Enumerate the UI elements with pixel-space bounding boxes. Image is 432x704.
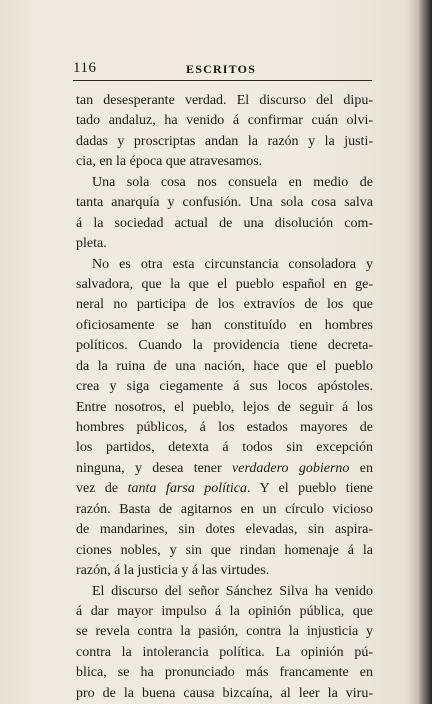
- header-rule: [73, 80, 372, 81]
- text-run: políticos. Cuando la providencia tiene decreta-: [76, 338, 373, 354]
- body-text: [76, 91, 373, 704]
- text-run: da la ruina de una nación, hace que el pueblo: [76, 358, 373, 374]
- text-run: los partidos, detexta á todos sin excepción: [76, 440, 373, 456]
- text-line: [76, 193, 373, 213]
- text-line: [76, 275, 373, 295]
- text-run: cia, en la época que atravesamos.: [76, 154, 263, 170]
- text-line: [76, 336, 373, 356]
- text-run: pleta.: [76, 236, 107, 252]
- text-line: [76, 643, 373, 663]
- text-line: [76, 459, 373, 479]
- text-line: [76, 132, 373, 152]
- italic-phrase: tanta farsa política: [127, 481, 247, 497]
- text-line: [76, 622, 373, 642]
- text-run: en: [349, 460, 373, 476]
- text-run: salvadora, que la que el pueblo español en ge-: [76, 276, 373, 292]
- text-line: [76, 541, 373, 561]
- text-run: oficiosamente se han constituído en hombres: [76, 317, 373, 333]
- text-line: [76, 663, 373, 683]
- text-line: [76, 418, 373, 438]
- page-edge-shadow: [418, 0, 432, 704]
- text-run: de mandarines, sin dotes elevadas, sin aspira-: [76, 522, 373, 538]
- text-line: [76, 357, 373, 377]
- text-run: razón, á la justicia y á las virtudes.: [76, 563, 270, 579]
- text-line: [76, 520, 373, 540]
- text-line: [76, 561, 373, 581]
- text-run: vez de: [76, 481, 128, 497]
- text-line: [76, 152, 373, 172]
- text-line: [76, 602, 373, 622]
- text-run: tado andaluz, ha venido á confirmar cuán olvi-: [76, 113, 373, 129]
- text-line: [76, 316, 373, 336]
- text-run: ninguna, y desea tener: [76, 460, 233, 476]
- text-run: . Y el pueblo tiene: [247, 481, 373, 497]
- page-number: 116: [73, 60, 97, 76]
- text-run: tan desesperante verdad. El discurso del dipu-: [76, 93, 373, 108]
- page-header: [73, 60, 373, 80]
- text-line: [76, 500, 373, 520]
- text-line: [76, 111, 373, 131]
- text-line: [76, 582, 373, 602]
- text-run: contra la intolerancia política. La opinión pú-: [76, 644, 373, 660]
- text-run: neral no participa de los extravíos de los que: [76, 297, 373, 313]
- text-line: [76, 234, 373, 254]
- text-run: á la sociedad actual de una disolución com-: [76, 215, 373, 231]
- text-line: [76, 438, 373, 458]
- text-run: Una sola cosa nos consuela en medio de: [92, 174, 373, 190]
- text-run: á dar mayor impulso á la opinión pública, que: [76, 603, 373, 619]
- text-run: se revela contra la pasión, contra la injusticia y: [76, 624, 373, 640]
- text-run: ciones nobles, y sin que rindan homenaje á la: [76, 542, 373, 558]
- text-line: [76, 398, 373, 418]
- text-run: razón. Basta de agitarnos en un círculo vicioso: [76, 501, 373, 517]
- italic-phrase: verdadero gobierno: [232, 460, 350, 476]
- text-run: hombres públicos, á los estados mayores de: [76, 420, 373, 435]
- text-run: blica, se ha pronunciado más francamente en: [76, 665, 373, 681]
- text-line: [76, 173, 373, 193]
- text-line: [76, 255, 373, 275]
- text-line: [76, 214, 373, 234]
- text-line: [76, 684, 373, 704]
- text-line: [76, 377, 373, 397]
- text-run: crea y siga ciegamente á sus locos apóstoles.: [76, 379, 373, 395]
- running-head: ESCRITOS: [186, 62, 257, 76]
- text-run: pro de la buena causa bizcaína, al leer la viru-: [76, 685, 373, 701]
- text-run: dadas y proscriptas andan la razón y la justi-: [76, 133, 373, 149]
- text-run: No es otra esta circunstancia consoladora y: [92, 256, 373, 272]
- text-run: Entre nosotros, el pueblo, lejos de seguir á los: [76, 399, 373, 415]
- text-run: El discurso del señor Sánchez Silva ha venido: [92, 583, 373, 599]
- text-line: [76, 91, 373, 111]
- text-run: tanta anarquía y confusión. Una sola cosa salva: [76, 195, 373, 211]
- text-line: [76, 295, 373, 315]
- text-line: [76, 479, 373, 499]
